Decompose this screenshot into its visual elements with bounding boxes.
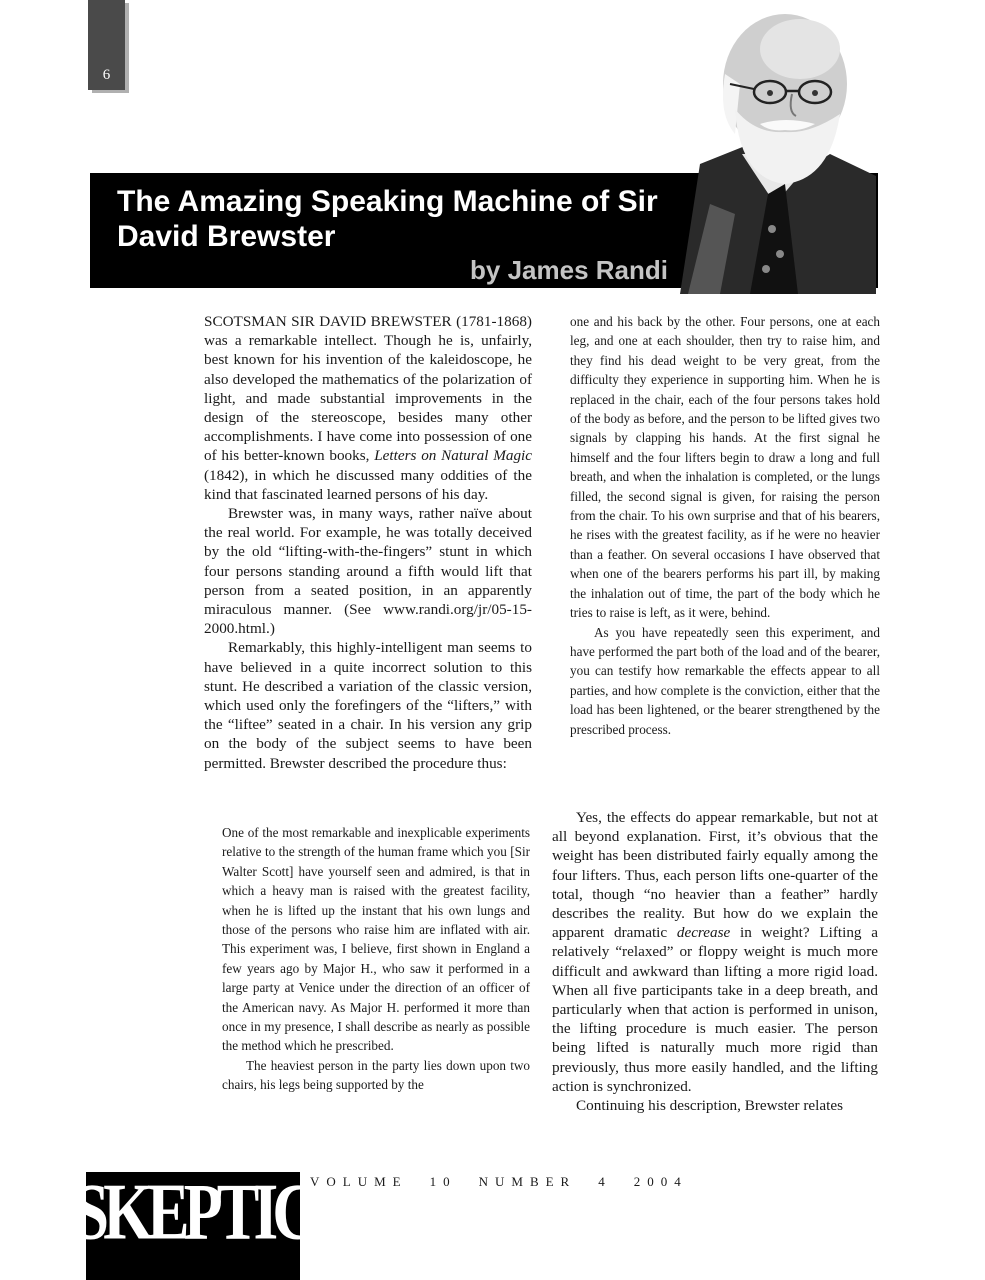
quote-paragraph: one and his back by the other. Four persons, one at each leg, and one at each shoulder, then try to raise him, and they find his dead weight to be very great, from the difficulty they experience in supporting him. When he is replaced in the chair, each of the four persons takes hold of the body as before, and the person to be lifted gives two signals by clapping his hands. At the first signal he himself and the four lifters begin to draw a long and full breath, and when the inhalation is completed, or the lungs filled, the second signal is given, for raising the person from the chair. To his own surprise and that of his bearers, he rises with the greatest facility, as if he were no heavier than a feather. On several occasions I have observed that when one of the bearers performs his part ill, by making the inhalation out of time, the part of the body which he tries to raise is left, as it were, behind. <box>570 314 880 621</box>
volume-label: VOLUME <box>310 1174 408 1189</box>
quote-paragraph: One of the most remarkable and inexplicable experiments relative to the strength of the human frame which you [Sir Walter Scott] have yourself seen and admired, is that in which a heavy man is raised with the greatest facility, when he is lifted up the instant that his own lungs and those of the persons who raise him are inflated with air. This experiment was, I believe, first shown in England a few years ago by Major H., who saw it performed in a large party at Venice under the direction of an officer of the American navy. As Major H. performed it more than once in my presence, I shall describe as nearly as possible the method which he prescribed. <box>222 825 530 1054</box>
page-number: 6 <box>102 67 111 83</box>
paragraph-text: in weight? Lifting a relatively “relaxed” or floppy weight is much more difficult and awkward than lifting a more rigid load. When all five participants take in a deep breath, and particularly when that action is performed in unison, the lifting procedure is much easier. The person being lifted is naturally much more rigid than previously, thus more easily handled, and the lifting action is synchronized. <box>552 924 878 1095</box>
issue-number: 4 <box>598 1174 612 1189</box>
emphasis-text: decrease <box>676 924 731 942</box>
paragraph-text: (1842), in which he discussed many oddities of the kind that fascinated learned persons of his day. <box>204 466 532 503</box>
left-column <box>204 312 532 773</box>
paragraph-text: SCOTSMAN SIR DAVID BREWSTER (1781-1868) was a remarkable intellect. Though he is, unfairly, best known for his invention of the kaleidoscope, he also developed the mathematics of the polarization of light, and made substantial improvements in the design of the stereoscope, besides many other accomplishments. I have come into possession of one of his better-known books, <box>204 313 532 465</box>
number-label: NUMBER <box>478 1174 577 1189</box>
book-title: Letters on Natural Magic <box>374 447 532 465</box>
article-byline: by James Randi <box>470 255 668 285</box>
page-number-tab <box>88 0 125 90</box>
article-title: The Amazing Speaking Machine of Sir David Brewster <box>117 185 658 253</box>
paragraph-text: Yes, the effects do appear remarkable, but not at all beyond explanation. First, it’s obvious that the weight has been distributed fairly equally among the four lifters. Thus, each person lifts one-quarter of the total, though “no heavier than a feather” hardly describes the reality. But how do we explain the apparent dramatic <box>552 809 878 942</box>
volume-number: 10 <box>429 1174 457 1189</box>
body-paragraph <box>552 808 878 1096</box>
author-portrait-icon <box>680 4 880 294</box>
body-paragraph: Continuing his description, Brewster relates <box>576 1097 843 1115</box>
body-paragraph: Remarkably, this highly-intelligent man seems to have believed in a quite incorrect solution to this stunt. He described a variation of the classic version, which used only the forefingers of the “lifters,” with the “liftee” seated in a chair. In his version any grip on the body of the subject seems to have been permitted. Brewster described the procedure thus: <box>204 639 532 772</box>
quote-paragraph: As you have repeatedly seen this experiment, and have performed the part both of the load and of the bearer, you can testify how remarkable the effects appear to all parties, and how complete is the conviction, either that the load has been lightened, or the bearer strengthened by the prescribed process. <box>570 624 880 737</box>
skeptic-logo: SKEPTIC <box>73 1167 313 1256</box>
block-quote-part-2 <box>570 312 880 739</box>
body-paragraph <box>204 312 532 504</box>
issue-info <box>310 1174 710 1190</box>
issue-year: 2004 <box>633 1174 688 1189</box>
body-paragraph: Brewster was, in many ways, rather naïve about the real world. For example, he was totally deceived by the old “lifting-with-the-fingers” stunt in which four persons standing around a fifth would lift that person from a seated position, in an apparently miraculous manner. (See www.randi.org/jr/05-15-2000.html.) <box>204 505 532 638</box>
block-quote-part-1 <box>222 823 530 1095</box>
quote-paragraph: The heaviest person in the party lies down upon two chairs, his legs being supported by the <box>222 1057 530 1093</box>
right-column <box>552 808 878 1115</box>
